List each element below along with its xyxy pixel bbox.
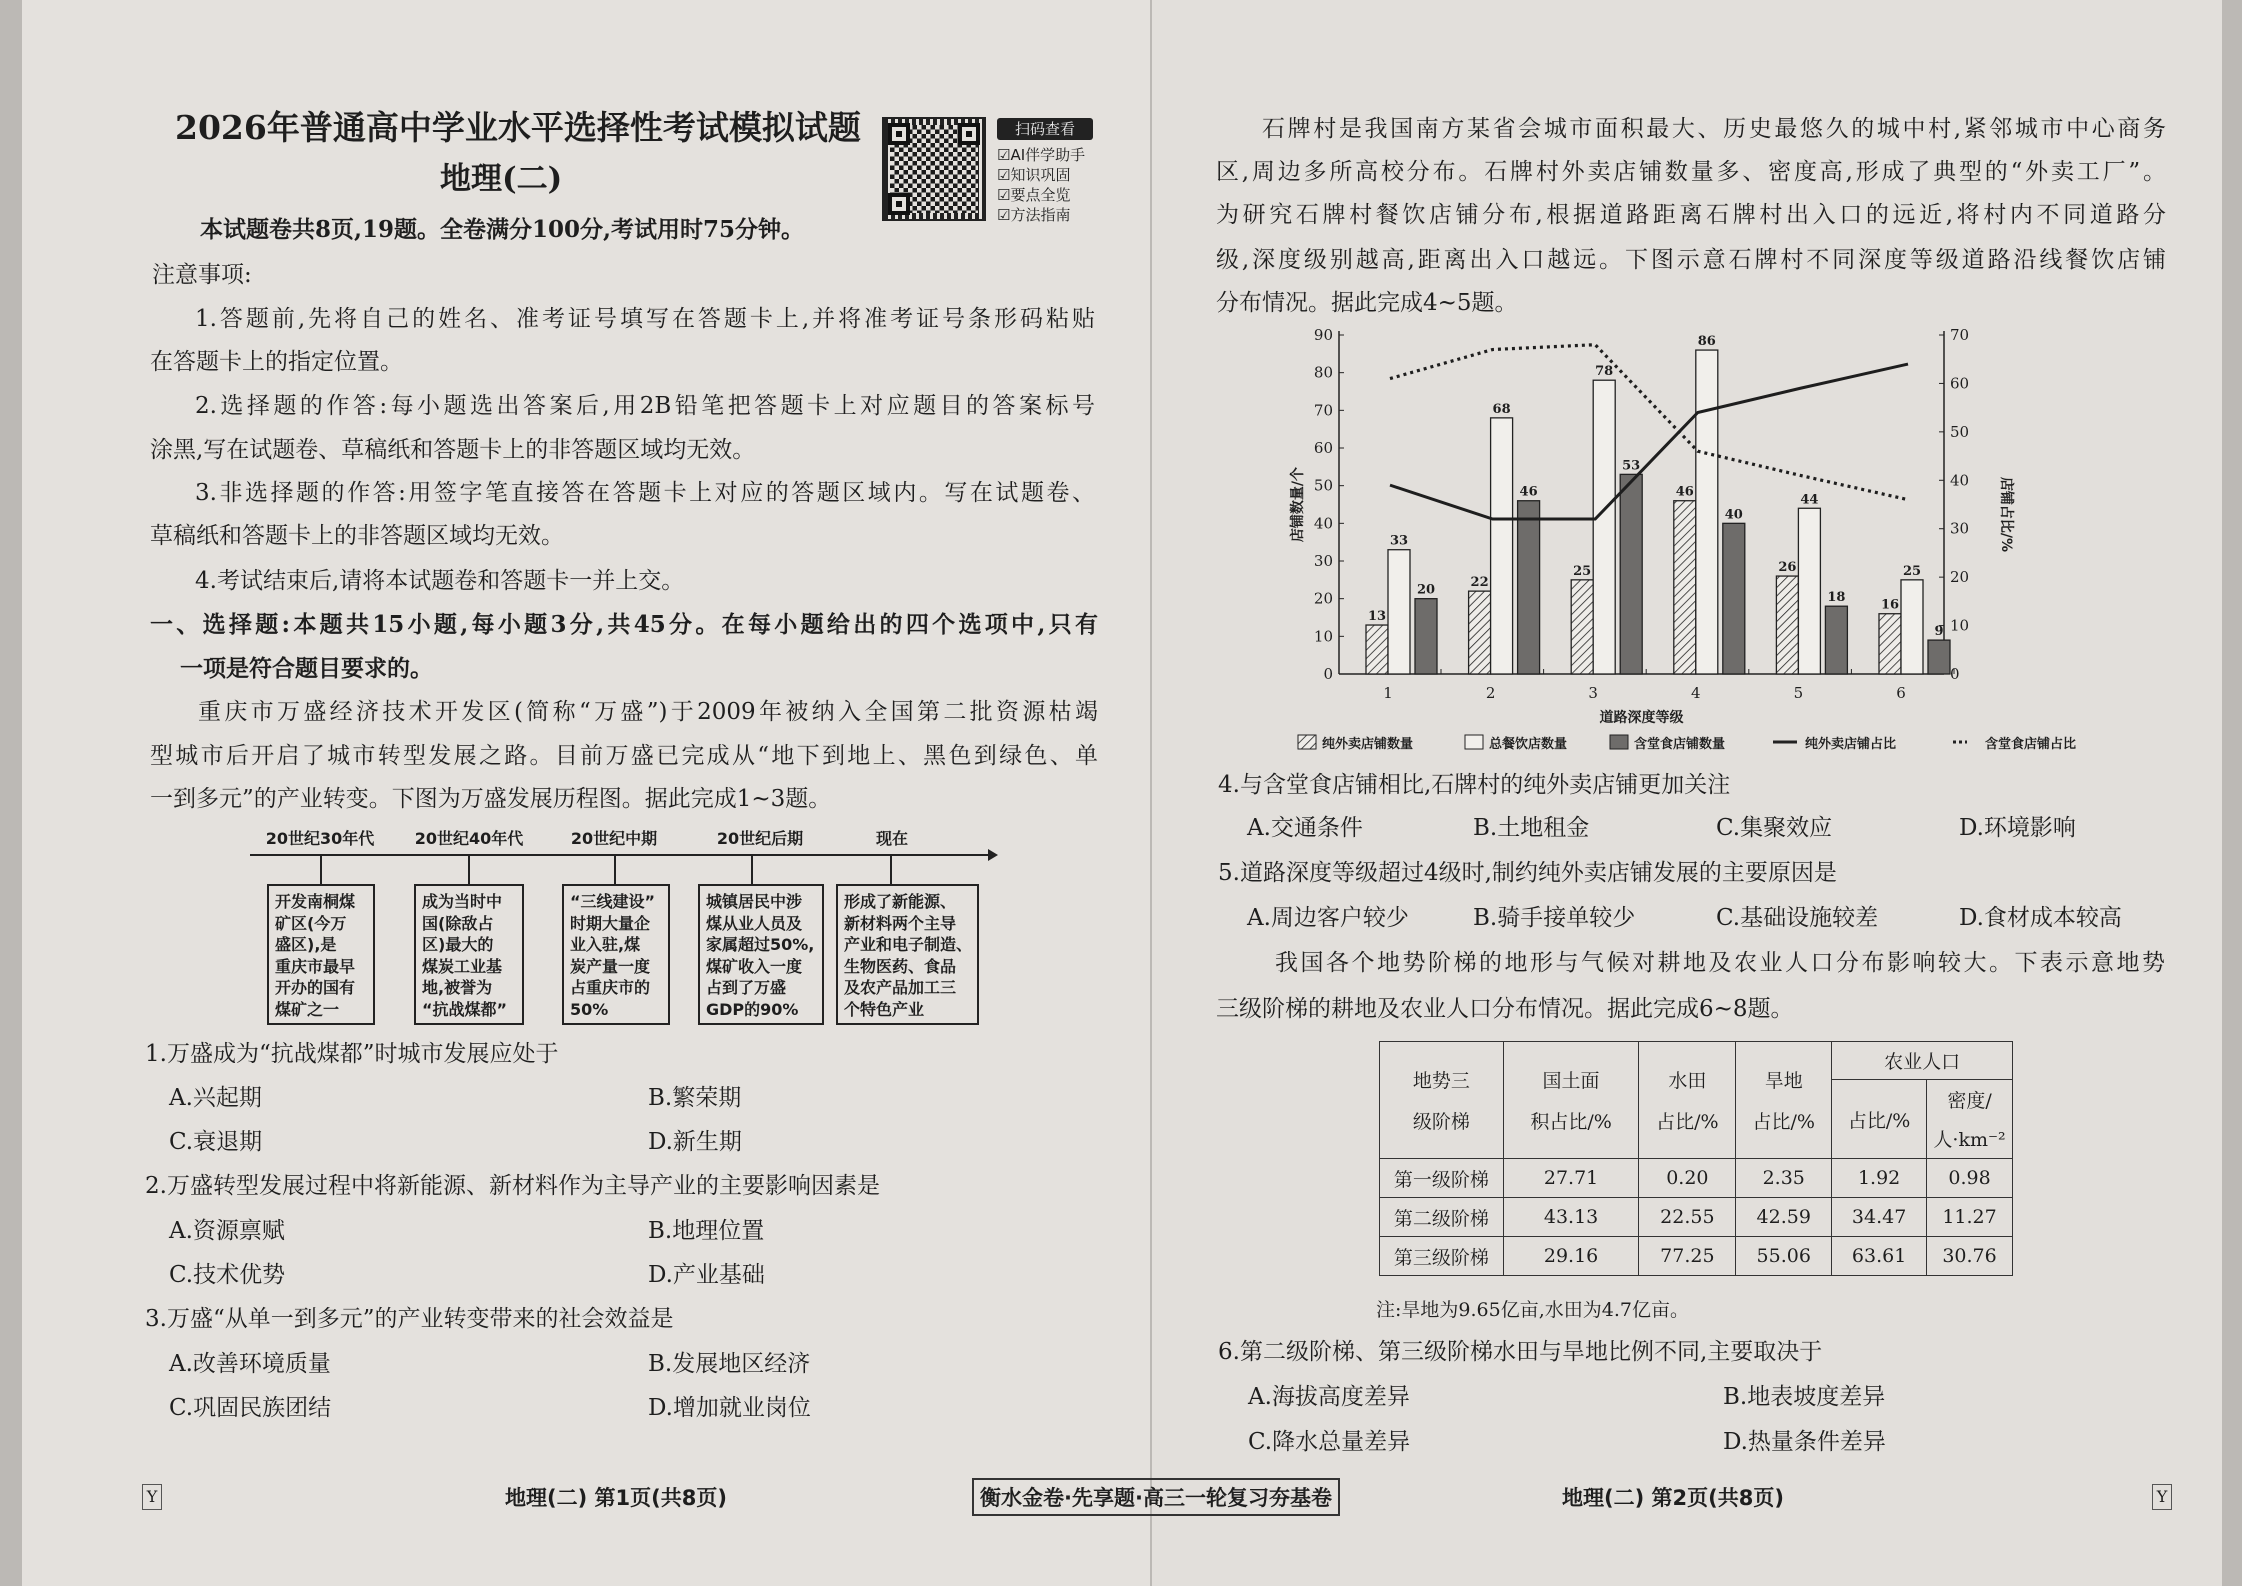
passage-line: 级,深度级别越高,距离出入口越远。下图示意石牌村不同深度等级道路沿线餐饮店铺 xyxy=(1216,247,2166,273)
question-6-option-b[interactable]: B.地表坡度差异 xyxy=(1723,1384,1886,1410)
y2-axis-title: 店铺占比/% xyxy=(1998,476,2014,553)
timeline-stem xyxy=(751,856,753,884)
legend-label: 纯外卖店铺占比 xyxy=(1805,737,1897,752)
bar-value-label: 33 xyxy=(1389,533,1409,549)
qr-feature: ☑要点全览 xyxy=(997,186,1071,204)
bar-hatched xyxy=(1776,576,1798,674)
question-3-option-b[interactable]: B.发展地区经济 xyxy=(648,1351,811,1377)
box-line: 盛区),是 xyxy=(275,935,337,954)
legend-swatch-hatched xyxy=(1298,735,1316,749)
line-dine-in-ratio xyxy=(1390,345,1908,500)
y2-tick-label: 30 xyxy=(1950,519,1970,538)
bar-value-label: 20 xyxy=(1416,582,1436,598)
legend-label: 总餐饮店数量 xyxy=(1489,737,1568,752)
timeline-stem xyxy=(320,856,322,884)
y-tick-label: 80 xyxy=(1313,363,1333,382)
bar-gray xyxy=(1723,523,1745,674)
x-axis-title: 道路深度等级 xyxy=(1599,710,1684,726)
question-5-option-d[interactable]: D.食材成本较高 xyxy=(1959,905,2122,931)
bar-hatched xyxy=(1879,614,1901,674)
question-2-option-c[interactable]: C.技术优势 xyxy=(169,1262,286,1288)
bar-value-label: 46 xyxy=(1675,484,1694,500)
legend-label: 含堂食店铺数量 xyxy=(1634,737,1726,752)
box-line: 城镇居民中涉 xyxy=(706,892,803,911)
box-line: 50% xyxy=(570,999,609,1019)
box-line: 开办的国有 xyxy=(275,978,356,997)
qr-code[interactable] xyxy=(882,117,986,221)
scan-badge: 扫码查看 xyxy=(997,118,1093,140)
box-line: “三线建设” xyxy=(570,892,656,911)
qr-feature: ☑方法指南 xyxy=(997,206,1071,224)
y-tick-label: 60 xyxy=(1313,439,1333,457)
box-line: 区)最大的 xyxy=(422,935,494,954)
box-line: 煤矿收入一度 xyxy=(706,956,803,976)
passage-line: 我国各个地势阶梯的地形与气候对耕地及农业人口分布影响较大。下表示意地势 xyxy=(1275,950,2165,976)
y-tick-label: 50 xyxy=(1313,476,1333,495)
timeline-period: 20世纪中期 xyxy=(570,829,658,848)
bar-value-label: 46 xyxy=(1519,484,1538,500)
question-2-option-a[interactable]: A.资源禀赋 xyxy=(169,1218,285,1244)
box-line: 成为当时中 xyxy=(422,892,503,911)
notice-line: 1.答题前,先将自己的姓名、准考证号填写在答题卡上,并将准考证号条形码粘贴 xyxy=(195,306,1095,332)
header-cell: 水田 占比/% xyxy=(1639,1042,1736,1159)
timeline-stem xyxy=(468,856,470,884)
box-line: 煤炭工业基 xyxy=(422,956,503,976)
y2-tick-label: 20 xyxy=(1950,568,1970,587)
bar-value-label: 78 xyxy=(1595,364,1614,380)
bar-white xyxy=(1901,580,1923,674)
question-6-stem: 6.第二级阶梯、第三级阶梯水田与旱地比例不同,主要取决于 xyxy=(1218,1339,1823,1365)
corner-mark: Y xyxy=(2152,1484,2172,1510)
legend-label: 纯外卖店铺数量 xyxy=(1322,737,1414,752)
left-page-footer: 地理(二) 第1页(共8页) xyxy=(505,1486,727,1510)
question-1-option-a[interactable]: A.兴起期 xyxy=(169,1085,262,1111)
passage-line: 型城市后开启了城市转型发展之路。目前万盛已完成从“地下到地上、黑色到绿色、单 xyxy=(150,743,1098,769)
box-line: 生物医药、食品 xyxy=(844,956,957,976)
bar-hatched xyxy=(1366,625,1388,674)
box-line: 重庆市最早 xyxy=(275,956,356,976)
notice-heading: 注意事项: xyxy=(152,262,252,288)
exam-subtitle: 地理(二) xyxy=(440,161,563,197)
header-cell: 旱地 占比/% xyxy=(1736,1042,1832,1159)
bar-value-label: 26 xyxy=(1778,560,1797,576)
question-2-option-b[interactable]: B.地理位置 xyxy=(648,1218,765,1244)
box-line: 家属超过50%, xyxy=(706,935,815,954)
passage-line: 分布情况。据此完成4~5题。 xyxy=(1216,290,1518,316)
exam-info: 本试题卷共8页,19题。全卷满分100分,考试用时75分钟。 xyxy=(200,216,805,243)
bar-hatched xyxy=(1571,580,1593,674)
bar-gray xyxy=(1415,599,1437,674)
terrain-farmland-table xyxy=(1379,1041,2013,1276)
exam-title: 2026年普通高中学业水平选择性考试模拟试题 xyxy=(175,108,861,147)
y2-tick-label: 0 xyxy=(1950,665,1960,683)
y2-tick-label: 10 xyxy=(1950,616,1970,635)
bar-white xyxy=(1696,350,1718,674)
notice-line: 3.非选择题的作答:用签字笔直接答在答题卡上对应的答题区域内。写在试题卷、 xyxy=(195,480,1095,506)
y2-tick-label: 60 xyxy=(1950,374,1970,393)
box-line: 及农产品加工三 xyxy=(844,978,957,997)
passage-line: 为研究石牌村餐饮店铺分布,根据道路距离石牌村出入口的远近,将村内不同道路分 xyxy=(1216,202,2166,228)
question-4-option-d[interactable]: D.环境影响 xyxy=(1959,815,2076,841)
right-page-footer: 地理(二) 第2页(共8页) xyxy=(1562,1486,1784,1510)
header-cell: 占比/% xyxy=(1832,1080,1927,1159)
question-4-option-c[interactable]: C.集聚效应 xyxy=(1716,815,1833,841)
table-row: 第二级阶梯 43.13 22.55 42.59 34.47 11.27 xyxy=(1380,1198,2013,1237)
legend-label: 含堂食店铺占比 xyxy=(1985,737,2077,752)
y-tick-label: 30 xyxy=(1313,552,1333,570)
x-tick-label: 1 xyxy=(1383,684,1393,702)
bar-value-label: 22 xyxy=(1470,575,1489,591)
passage-line: 重庆市万盛经济技术开发区(简称“万盛”)于2009年被纳入全国第二批资源枯竭 xyxy=(198,699,1098,725)
question-1-stem: 1.万盛成为“抗战煤都”时城市发展应处于 xyxy=(145,1041,559,1067)
box-line: 形成了新能源、 xyxy=(844,892,957,911)
question-5-stem: 5.道路深度等级超过4级时,制约纯外卖店铺发展的主要原因是 xyxy=(1218,860,1837,886)
question-1-option-b[interactable]: B.繁荣期 xyxy=(648,1085,742,1111)
notice-line: 4.考试结束后,请将本试题卷和答题卡一并上交。 xyxy=(195,568,685,594)
bar-hatched xyxy=(1469,591,1491,674)
bar-value-label: 68 xyxy=(1492,401,1511,417)
y-tick-label: 20 xyxy=(1313,589,1333,608)
x-tick-label: 2 xyxy=(1485,684,1496,702)
notice-line: 在答题卡上的指定位置。 xyxy=(150,349,403,375)
y-tick-label: 70 xyxy=(1313,401,1333,420)
y-tick-label: 90 xyxy=(1313,326,1333,344)
question-6-option-d[interactable]: D.热量条件差异 xyxy=(1723,1429,1886,1455)
timeline-box xyxy=(698,884,824,1025)
bar-value-label: 9 xyxy=(1934,624,1944,640)
header-cell: 农业人口 xyxy=(1832,1042,2013,1080)
question-2-stem: 2.万盛转型发展过程中将新能源、新材料作为主导产业的主要影响因素是 xyxy=(145,1173,880,1199)
table-note: 注:旱地为9.65亿亩,水田为4.7亿亩。 xyxy=(1376,1299,1689,1321)
bar-gray xyxy=(1518,501,1540,674)
restaurant-distribution-chart xyxy=(1280,320,2200,770)
box-line: 国(除敌占 xyxy=(422,913,494,933)
question-4-option-b[interactable]: B.土地租金 xyxy=(1473,815,1590,841)
question-6-option-c[interactable]: C.降水总量差异 xyxy=(1248,1429,1411,1455)
y-tick-label: 0 xyxy=(1323,665,1333,683)
passage-line: 区,周边多所高校分布。石牌村外卖店铺数量多、密度高,形成了典型的“外卖工厂”。 xyxy=(1216,159,2166,185)
question-4-option-a[interactable]: A.交通条件 xyxy=(1247,815,1363,841)
x-tick-label: 5 xyxy=(1793,684,1804,702)
question-5-option-b[interactable]: B.骑手接单较少 xyxy=(1473,905,1636,931)
qr-feature: ☑知识巩固 xyxy=(997,166,1071,184)
notice-line: 2.选择题的作答:每小题选出答案后,用2B铅笔把答题卡上对应题目的答案标号 xyxy=(195,393,1095,419)
bar-white xyxy=(1593,380,1615,674)
bar-gray xyxy=(1825,606,1847,674)
bar-gray xyxy=(1928,640,1950,674)
box-line: “抗战煤都” xyxy=(422,999,508,1019)
passage-line: 石牌村是我国南方某省会城市面积最大、历史最悠久的城中村,紧邻城市中心商务 xyxy=(1262,116,2166,142)
passage-line: 三级阶梯的耕地及农业人口分布情况。据此完成6~8题。 xyxy=(1216,996,1794,1022)
notice-line: 草稿纸和答题卡上的非答题区域均无效。 xyxy=(150,523,564,549)
bar-value-label: 18 xyxy=(1827,590,1846,606)
table-row: 第一级阶梯 27.71 0.20 2.35 1.92 0.98 xyxy=(1380,1159,2013,1198)
timeline-box xyxy=(836,884,979,1025)
box-line: 占到了万盛 xyxy=(706,978,787,997)
box-line: 个特色产业 xyxy=(844,999,925,1019)
header-cell: 国土面 积占比/% xyxy=(1503,1042,1639,1159)
box-line: 新材料两个主导 xyxy=(844,913,957,933)
y-tick-label: 10 xyxy=(1313,627,1333,646)
question-3-option-d[interactable]: D.增加就业岗位 xyxy=(648,1395,811,1421)
box-line: 占重庆市的 xyxy=(570,978,651,997)
bar-value-label: 40 xyxy=(1724,507,1743,523)
legend-swatch-gray xyxy=(1610,735,1628,749)
question-1-option-d[interactable]: D.新生期 xyxy=(648,1129,742,1155)
header-cell: 地势三 级阶梯 xyxy=(1380,1042,1504,1159)
box-line: 煤矿之一 xyxy=(275,999,340,1019)
legend-swatch-white xyxy=(1465,735,1483,749)
bar-white xyxy=(1798,508,1820,674)
bar-gray xyxy=(1620,474,1642,674)
question-5-option-c[interactable]: C.基础设施较差 xyxy=(1716,905,1879,931)
question-6-option-a[interactable]: A.海拔高度差异 xyxy=(1248,1384,1410,1410)
bar-hatched xyxy=(1674,501,1696,674)
bar-value-label: 13 xyxy=(1367,609,1387,625)
series-banner: 衡水金卷·先享题·高三一轮复习夯基卷 xyxy=(972,1478,1340,1516)
bar-value-label: 53 xyxy=(1622,458,1641,474)
timeline-stem xyxy=(614,856,616,884)
qr-feature: ☑AI伴学助手 xyxy=(997,146,1086,164)
y-tick-label: 40 xyxy=(1313,514,1333,533)
box-line: GDP的90% xyxy=(706,999,799,1019)
question-3-option-c[interactable]: C.巩固民族团结 xyxy=(169,1395,332,1421)
y2-tick-label: 70 xyxy=(1950,326,1970,344)
box-line: 炭产量一度 xyxy=(570,956,651,976)
line-takeout-ratio xyxy=(1390,364,1908,519)
notice-line: 涂黑,写在试题卷、草稿纸和答题卡上的非答题区域均无效。 xyxy=(150,437,756,463)
bar-value-label: 44 xyxy=(1800,492,1819,508)
question-1-option-c[interactable]: C.衰退期 xyxy=(169,1129,263,1155)
box-line: 开发南桐煤 xyxy=(275,892,356,911)
timeline-period: 现在 xyxy=(875,829,909,848)
box-line: 业入驻,煤 xyxy=(570,935,641,954)
question-3-stem: 3.万盛“从单一到多元”的产业转变带来的社会效益是 xyxy=(145,1306,674,1332)
x-tick-label: 6 xyxy=(1896,684,1906,702)
y-axis-title: 店铺数量/个 xyxy=(1290,466,1306,543)
section-heading: 一、选择题:本题共15小题,每小题3分,共45分。在每小题给出的四个选项中,只有 xyxy=(150,611,1098,638)
x-tick-label: 4 xyxy=(1691,684,1701,702)
section-heading: 一项是符合题目要求的。 xyxy=(180,655,433,682)
bar-value-label: 86 xyxy=(1697,334,1716,350)
box-line: 地,被誉为 xyxy=(422,978,493,997)
question-2-option-d[interactable]: D.产业基础 xyxy=(648,1262,765,1288)
box-line: 煤从业人员及 xyxy=(706,913,803,933)
box-line: 矿区(今万 xyxy=(275,913,347,933)
bar-value-label: 16 xyxy=(1880,597,1900,613)
question-3-option-a[interactable]: A.改善环境质量 xyxy=(169,1351,331,1377)
question-5-option-a[interactable]: A.周边客户较少 xyxy=(1247,905,1409,931)
x-tick-label: 3 xyxy=(1588,684,1598,702)
arrow-right-icon xyxy=(988,849,998,861)
question-4-stem: 4.与含堂食店铺相比,石牌村的纯外卖店铺更加关注 xyxy=(1218,772,1731,798)
timeline-period: 20世纪40年代 xyxy=(414,829,524,848)
timeline-box xyxy=(562,884,670,1025)
box-line: 时期大量企 xyxy=(570,913,651,933)
passage-line: 一到多元”的产业转变。下图为万盛发展历程图。据此完成1~3题。 xyxy=(150,786,832,812)
timeline-period: 20世纪30年代 xyxy=(265,829,375,848)
timeline-period: 20世纪后期 xyxy=(716,829,804,848)
header-cell: 密度/ 人·km⁻² xyxy=(1927,1080,2013,1159)
bar-white xyxy=(1388,550,1410,674)
timeline-box xyxy=(267,884,375,1025)
corner-mark: Y xyxy=(142,1484,162,1510)
table-row: 第三级阶梯 29.16 77.25 55.06 63.61 30.76 xyxy=(1380,1237,2013,1276)
timeline-stem xyxy=(890,856,892,884)
y2-tick-label: 40 xyxy=(1950,471,1970,490)
timeline-box xyxy=(414,884,524,1025)
bar-white xyxy=(1491,418,1513,674)
bar-value-label: 25 xyxy=(1573,563,1592,579)
box-line: 产业和电子制造、 xyxy=(844,935,973,954)
y2-tick-label: 50 xyxy=(1950,422,1970,441)
bar-value-label: 25 xyxy=(1902,563,1922,579)
timeline-axis xyxy=(250,854,990,856)
